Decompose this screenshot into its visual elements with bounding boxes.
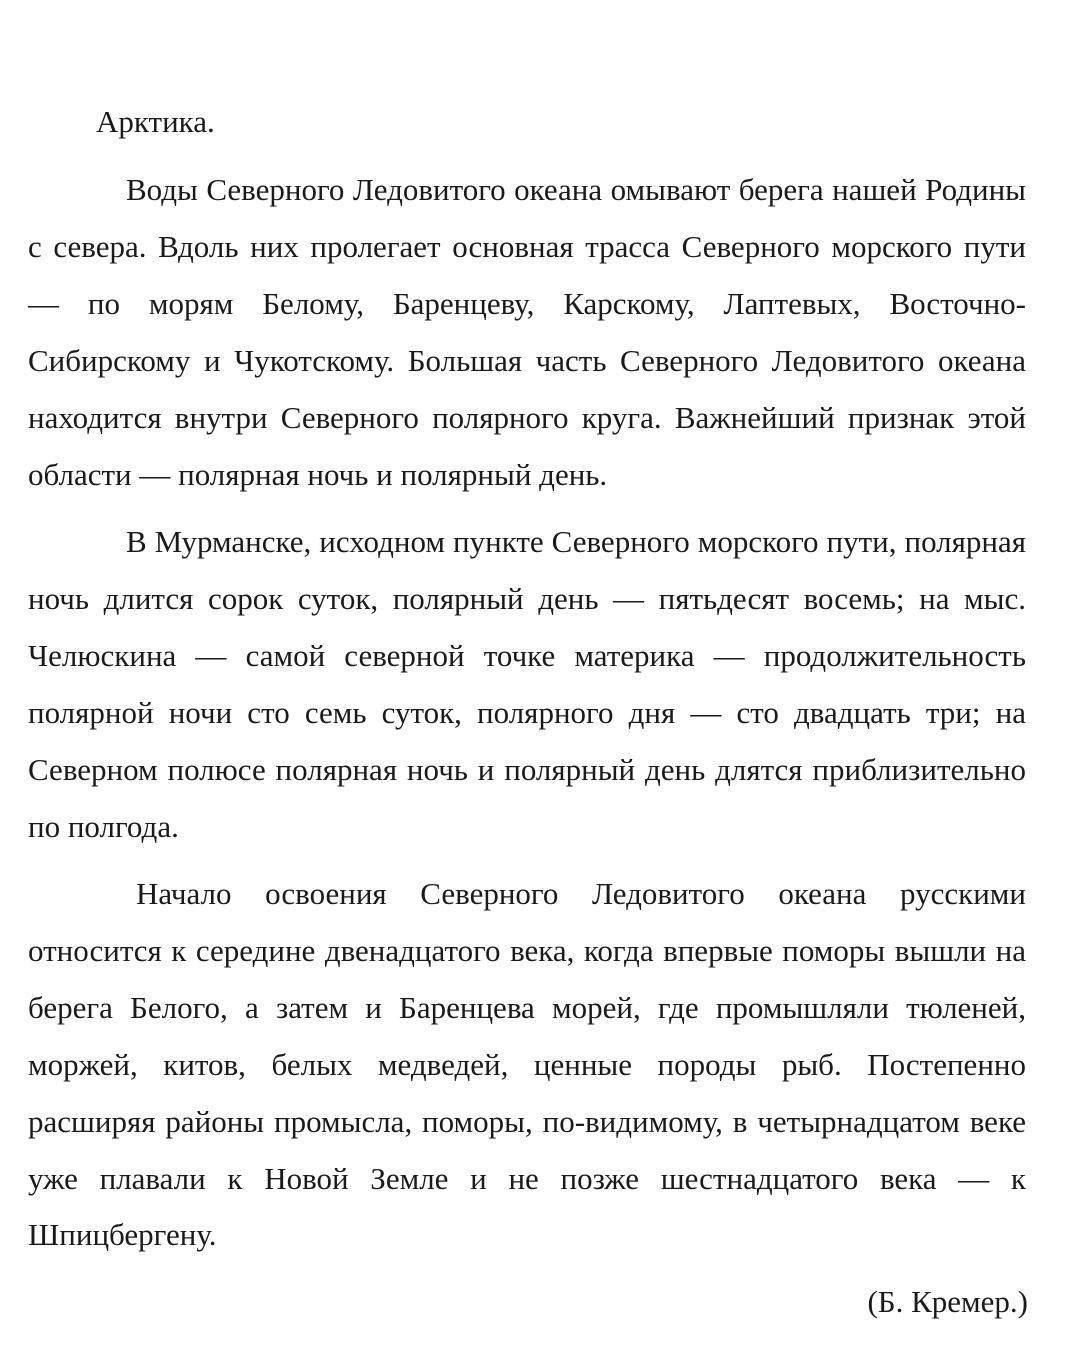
author-signature: (Б. Кремер.) xyxy=(867,1284,1028,1319)
paragraph-3: Начало освоения Северного Ледовитого океана русскими относится к середине двенадцатого века, когда впервые поморы вышли на берега Белого, а затем и Баренцева морей, где промышляли тюленей, моржей, китов, белых медведей, ценные породы рыб. Постепенно расширяя районы промысла, поморы, по-видимому, в четырнадцатом веке уже плавали к Новой Земле и не позже шестнадцатого века — к Шпицбергену. xyxy=(28,876,1026,1253)
paragraph-2: В Мурманске, исходном пункте Северного морского пути, полярная ночь длится сорок суток, полярный день — пятьдесят восемь; на мыс. Челюскина — самой северной точке материка — продолжительность полярной ночи сто семь суток, полярного дня — сто двадцать три; на Северном полюсе полярная ночь и полярный день длятся приблизительно по полгода. xyxy=(28,524,1026,844)
paragraph-1: Воды Северного Ледовитого океана омывают берега нашей Родины с севера. Вдоль них пролегает основная трасса Северного морского пути — по морям Белому, Баренцеву, Карскому, Лаптевых, Восточно-Сибирскому и Чукотскому. Большая часть Северного Ледовитого океана находится внутри Северного полярного круга. Важнейший признак этой области — полярная ночь и полярный день. xyxy=(28,172,1026,492)
document-title: Арктика. xyxy=(96,104,215,139)
